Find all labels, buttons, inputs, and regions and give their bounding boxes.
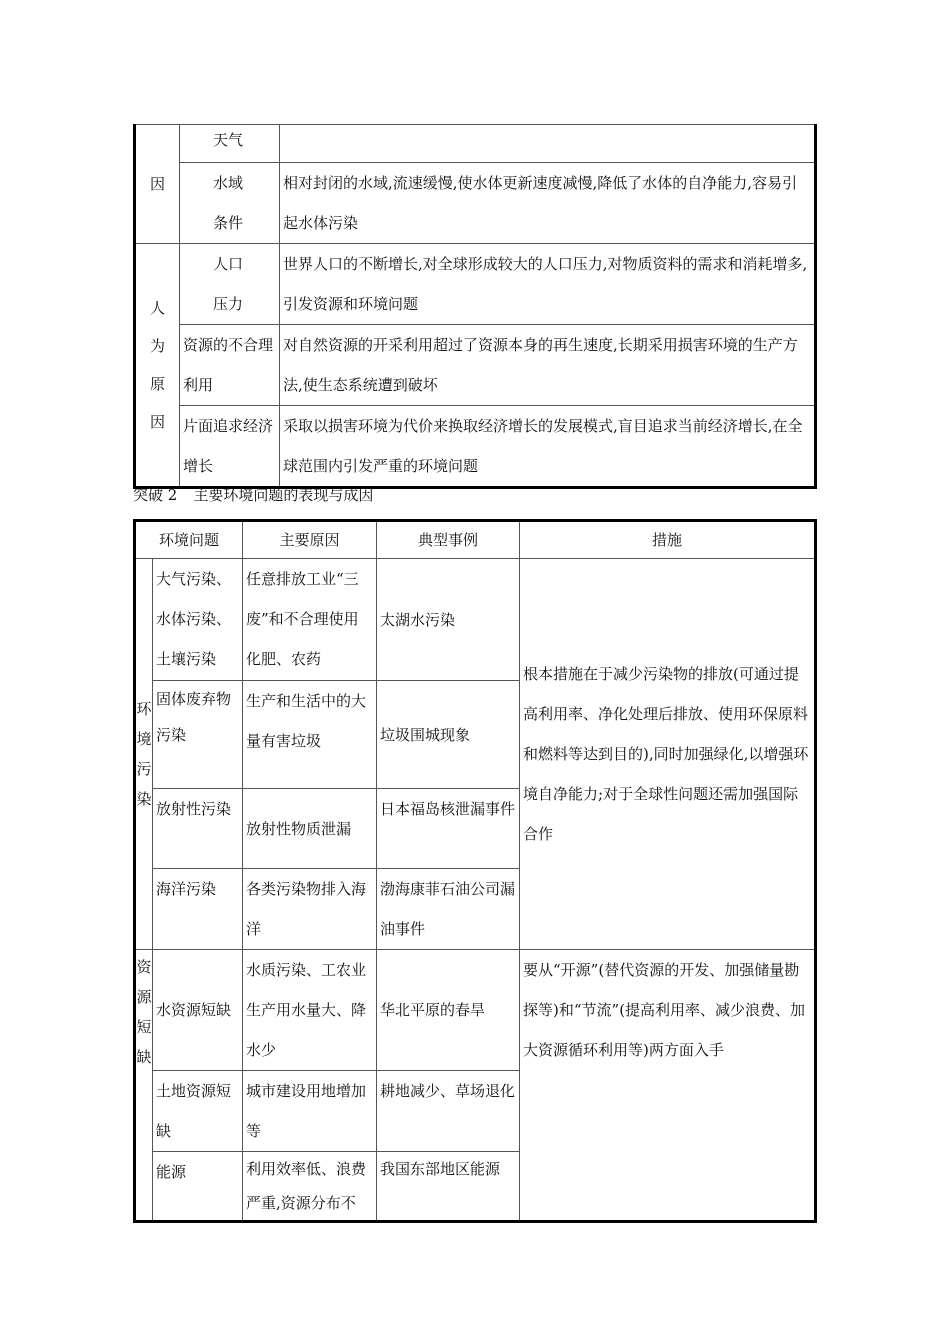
cause-cell: 利用效率低、浪费严重,资源分布不 (243, 1152, 377, 1222)
table-row (135, 559, 816, 681)
factor-cell: 资源的不合理利用 (180, 325, 280, 406)
table-row (135, 163, 816, 244)
issue-cell: 水资源短缺 (153, 950, 243, 1071)
caption-label: 突破 2 (133, 486, 178, 504)
header-cause: 主要原因 (243, 521, 377, 559)
desc-cell: 相对封闭的水域,流速缓慢,使水体更新速度减慢,降低了水体的自净能力,容易引起水体污染 (280, 163, 816, 244)
group-cell: 因 (135, 125, 180, 244)
cause-cell: 水质污染、工农业生产用水量大、降水少 (243, 950, 377, 1071)
cause-cell: 各类污染物排入海洋 (243, 869, 377, 950)
table-row (135, 406, 816, 488)
factor-cell: 人口 压力 (180, 244, 280, 325)
group-cell: 人 为 原 因 (135, 244, 180, 488)
group-cell: 环 境 污 染 (135, 559, 153, 950)
cause-cell: 放射性物质泄漏 (243, 789, 377, 869)
cause-cell: 城市建设用地增加等 (243, 1071, 377, 1152)
desc-cell: 世界人口的不断增长,对全球形成较大的人口压力,对物质资料的需求和消耗增多,引发资源和环境问题 (280, 244, 816, 325)
issue-cell: 土地资源短缺 (153, 1071, 243, 1152)
section-caption (133, 485, 389, 505)
issue-cell: 大气污染、水体污染、土壤污染 (153, 559, 243, 681)
issue-cell: 放射性污染 (153, 789, 243, 869)
factor-cell: 水域 条件 (180, 163, 280, 244)
desc-cell (280, 125, 816, 163)
group-cell: 资 源 短 缺 (135, 950, 153, 1222)
desc-cell: 采取以损害环境为代价来换取经济增长的发展模式,盲目追求当前经济增长,在全球范围内引发严重的环境问题 (280, 406, 816, 488)
caption-title: 主要环境问题的表现与成因 (193, 486, 374, 504)
environment-issues-table (133, 519, 817, 1223)
header-issue: 环境问题 (135, 521, 243, 559)
measure-cell: 根本措施在于减少污染物的排放(可通过提高利用率、净化处理后排放、使用环保原料和燃料等达到目的),同时加强绿化,以增强环境自净能力;对于全球性问题还需加强国际合作 (520, 559, 816, 950)
issue-cell: 海洋污染 (153, 869, 243, 950)
example-cell: 华北平原的春旱 (377, 950, 520, 1071)
desc-cell: 对自然资源的开采利用超过了资源本身的再生速度,长期采用损害环境的生产方法,使生态系统遭到破坏 (280, 325, 816, 406)
header-example: 典型事例 (377, 521, 520, 559)
cause-cell: 生产和生活中的大量有害垃圾 (243, 681, 377, 789)
table-row (135, 950, 816, 1071)
measure-cell: 要从“开源”(替代资源的开发、加强储量勘探等)和“节流”(提高利用率、减少浪费、加大资源循环利用等)两方面入手 (520, 950, 816, 1222)
table-row (135, 325, 816, 406)
factor-cell: 天气 (180, 125, 280, 163)
issue-cell: 固体废弃物污染 (153, 681, 243, 789)
example-cell: 日本福岛核泄漏事件 (377, 789, 520, 869)
example-cell: 垃圾围城现象 (377, 681, 520, 789)
issue-cell: 能源 (153, 1152, 243, 1222)
cause-table (133, 124, 817, 489)
example-cell: 太湖水污染 (377, 559, 520, 681)
header-row (135, 521, 816, 559)
example-cell: 我国东部地区能源 (377, 1152, 520, 1222)
example-cell: 耕地减少、草场退化 (377, 1071, 520, 1152)
cause-cell: 任意排放工业“三废”和不合理使用化肥、农药 (243, 559, 377, 681)
table-row (135, 125, 816, 163)
table-row (135, 244, 816, 325)
example-cell: 渤海康菲石油公司漏油事件 (377, 869, 520, 950)
header-measure: 措施 (520, 521, 816, 559)
factor-cell: 片面追求经济增长 (180, 406, 280, 488)
